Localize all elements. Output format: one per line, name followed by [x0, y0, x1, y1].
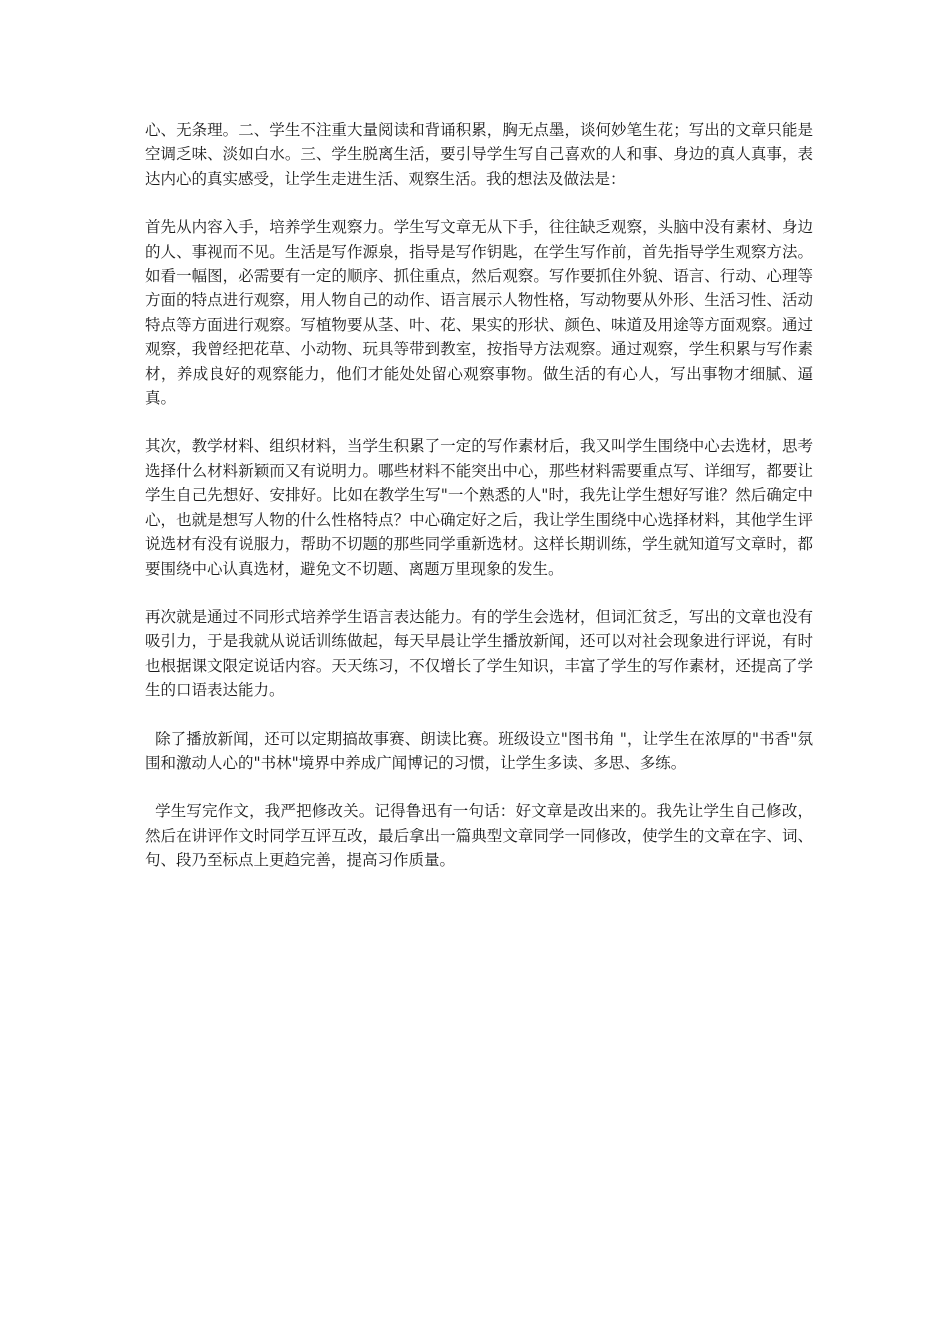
paragraph-2: 首先从内容入手，培养学生观察力。学生写文章无从下手，往往缺乏观察，头脑中没有素材、身边的人、事视而不见。生活是写作源泉，指导是写作钥匙，在学生写作前，首先指导学生观察方法。如看一幅图，必需要有一定的顺序、抓住重点，然后观察。写作要抓住外貌、语言、行动、心理等方面的特点进行观察，用人物自己的动作、语言展示人物性格，写动物要从外形、生活习性、活动特点等方面进行观察。写植物要从茎、叶、花、果实的形状、颜色、味道及用途等方面观察。通过观察，我曾经把花草、小动物、玩具等带到教室，按指导方法观察。通过观察，学生积累与写作素材，养成良好的观察能力，他们才能处处留心观察事物。做生活的有心人，写出事物才细腻、逼真。: [145, 218, 813, 408]
paragraph-4: 再次就是通过不同形式培养学生语言表达能力。有的学生会选材，但词汇贫乏，写出的文章也没有吸引力，于是我就从说话训练做起，每天早晨让学生播放新闻，还可以对社会现象进行评说，有时也根据课文限定说话内容。天天练习，不仅增长了学生知识，丰富了学生的写作素材，还提高了学生的口语表达能力。: [145, 607, 813, 700]
paragraph-1: 心、无条理。二、学生不注重大量阅读和背诵积累，胸无点墨，谈何妙笔生花；写出的文章只能是空调乏味、淡如白水。三、学生脱离生活，要引导学生写自己喜欢的人和事、身边的真人真事，表达内心的真实感受，让学生走进生活、观察生活。我的想法及做法是：: [145, 121, 813, 188]
paragraph-5: 除了播放新闻，还可以定期搞故事赛、朗读比赛。班级设立"图书角 "，让学生在浓厚的"书香"氛围和激动人心的"书林"境界中养成广闻博记的习惯，让学生多读、多思、多练。: [145, 729, 813, 772]
document-body: [145, 118, 813, 897]
paragraph-6: 学生写完作文，我严把修改关。记得鲁迅有一句话：好文章是改出来的。我先让学生自己修改，然后在讲评作文时同学互评互改，最后拿出一篇典型文章同学一同修改，使学生的文章在字、词、句、段乃至标点上更趋完善，提高习作质量。: [145, 802, 813, 870]
paragraph-3: 其次，教学材料、组织材料，当学生积累了一定的写作素材后，我又叫学生围绕中心去选材，思考选择什么材料新颖而又有说明力。哪些材料不能突出中心，那些材料需要重点写、详细写，都要让学生自己先想好、安排好。比如在教学生写"一个熟悉的人"时，我先让学生想好写谁？然后确定中心，也就是想写人物的什么性格特点？中心确定好之后，我让学生围绕中心选择材料，其他学生评说选材有没有说服力，帮助不切题的那些同学重新选材。这样长期训练，学生就知道写文章时，都要围绕中心认真选材，避免文不切题、离题万里现象的发生。: [145, 437, 813, 578]
